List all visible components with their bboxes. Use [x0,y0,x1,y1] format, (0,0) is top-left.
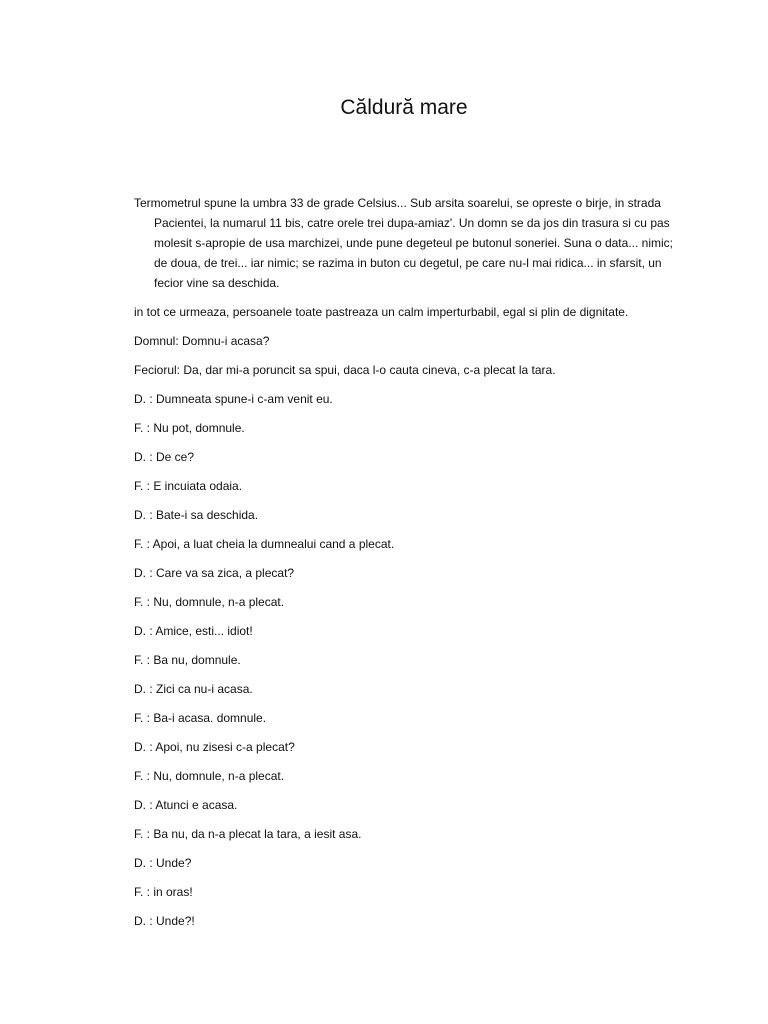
dialogue-line: F. : Apoi, a luat cheia la dumnealui cand a plecat. [134,537,395,551]
dialogue-line: D. : Unde? [134,856,192,870]
document-body [134,193,674,940]
dialogue-line: D. : Apoi, nu zisesi c-a plecat? [134,740,295,754]
dialogue-line: D. : Atunci e acasa. [134,798,238,812]
dialogue-line: F. : Ba nu, da n-a plecat la tara, a iesit asa. [134,827,362,841]
dialogue-line: D. : Unde?! [134,914,195,928]
paragraph: in tot ce urmeaza, persoanele toate pastreaza un calm imperturbabil, egal si plin de dignitate. [134,305,629,319]
dialogue-line: F. : Ba-i acasa. domnule. [134,711,267,725]
dialogue-line: Feciorul: Da, dar mi-a poruncit sa spui, daca l-o cauta cineva, c-a plecat la tara. [134,363,556,377]
dialogue-line: F. : Nu, domnule, n-a plecat. [134,769,285,783]
dialogue-line: F. : E incuiata odaia. [134,479,243,493]
page-title: Căldură mare [340,96,468,119]
dialogue-line: D. : De ce? [134,450,195,464]
dialogue-line: Domnul: Domnu-i acasa? [134,334,270,348]
dialogue-line: D. : Amice, esti... idiot! [134,624,253,638]
dialogue-line: D. : Care va sa zica, a plecat? [134,566,295,580]
dialogue-line: D. : Dumneata spune-i c-am venit eu. [134,392,333,406]
dialogue-line: F. : Nu, domnule, n-a plecat. [134,595,285,609]
dialogue-line: F. : Ba nu, domnule. [134,653,241,667]
dialogue-line: D. : Bate-i sa deschida. [134,508,259,522]
dialogue-line: F. : Nu pot, domnule. [134,421,245,435]
dialogue-line: D. : Zici ca nu-i acasa. [134,682,253,696]
intro-paragraph: Termometrul spune la umbra 33 de grade Celsius... Sub arsita soarelui, se opreste o birje, in strada Pacientei, la numarul 11 bis, catre orele trei dupa-amiaz'. Un domn se da jos din trasura si cu pas molesit s-apropie de usa marchizei, unde pune degeteul pe butonul soneriei. Suna o data... nimic; de doua, de trei... iar nimic; se razima in buton cu degetul, pe care nu-l mai ridica... in sfarsit, un fecior vine sa deschida. [134,196,673,290]
dialogue-line: F. : in oras! [134,885,193,899]
